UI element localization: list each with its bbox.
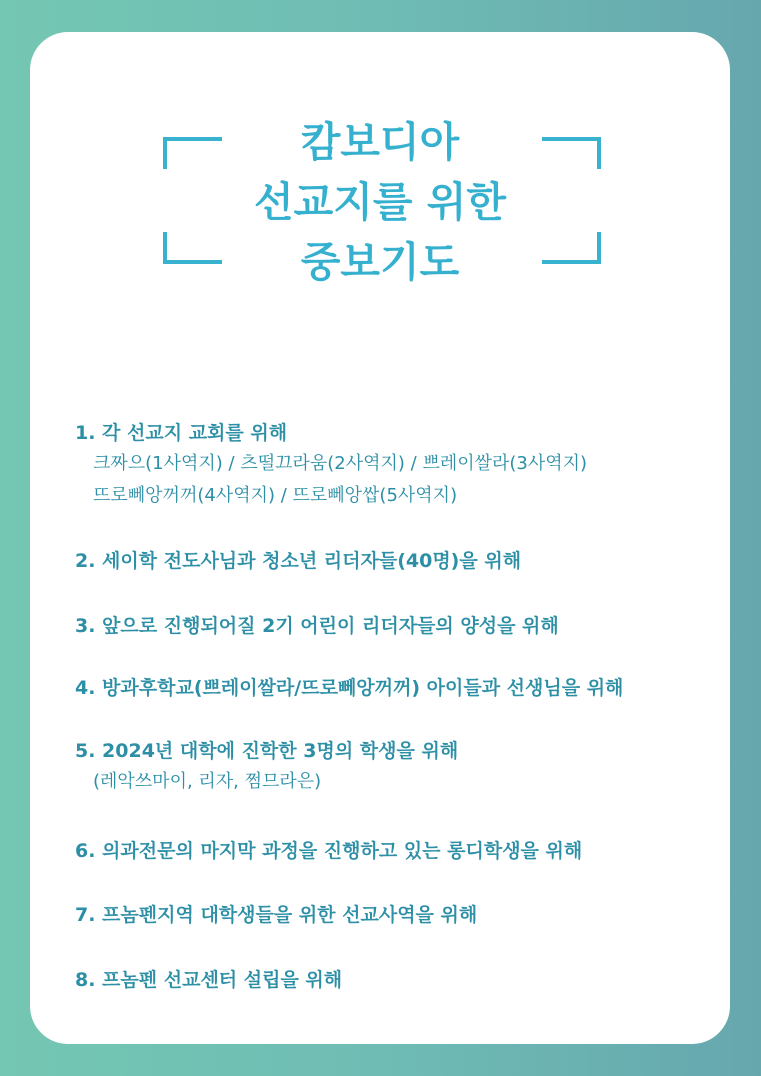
title-line-3: 중보기도 [300,238,460,286]
prayer-item-5-detail: (레악쓰마이, 리자, 쩜므라은) [93,771,322,792]
prayer-item-4 [75,673,715,703]
prayer-item-2-title: 2. 세이학 전도사님과 청소년 리더자들(40명)을 위해 [75,550,522,572]
prayer-item-7 [75,900,715,930]
prayer-item-5-title: 5. 2024년 대학에 진학한 3명의 학생을 위해 [75,740,459,762]
prayer-item-8 [75,965,715,995]
prayer-item-1 [75,418,715,512]
prayer-item-5 [75,736,715,798]
prayer-card [30,32,730,1044]
title-line-2: 선교지를 위한 [254,178,506,226]
prayer-item-1-detail-2: 뜨로뻬앙꺼꺼(4사역지) / 뜨로뻬앙쌉(5사역지) [93,485,458,506]
prayer-item-6-title: 6. 의과전문의 마지막 과정을 진행하고 있는 롱디학생을 위해 [75,840,583,862]
title-line-1: 캄보디아 [300,118,460,166]
prayer-item-3 [75,611,715,641]
prayer-item-7-title: 7. 프놈펜지역 대학생들을 위한 선교사역을 위해 [75,904,478,926]
prayer-item-1-detail-1: 크짜으(1사역지) / 츠떨끄라움(2사역지) / 쁘레이쌀라(3사역지) [93,453,588,474]
prayer-item-3-title: 3. 앞으로 진행되어질 2기 어린이 리더자들의 양성을 위해 [75,615,559,637]
prayer-item-1-title: 1. 각 선교지 교회를 위해 [75,422,288,444]
page-title [30,112,730,292]
title-block [30,118,730,327]
prayer-item-4-title: 4. 방과후학교(쁘레이쌀라/뜨로뻬앙꺼꺼) 아이들과 선생님을 위해 [75,677,624,699]
prayer-item-6 [75,836,715,866]
prayer-item-2 [75,546,715,576]
prayer-item-8-title: 8. 프놈펜 선교센터 설립을 위해 [75,969,343,991]
